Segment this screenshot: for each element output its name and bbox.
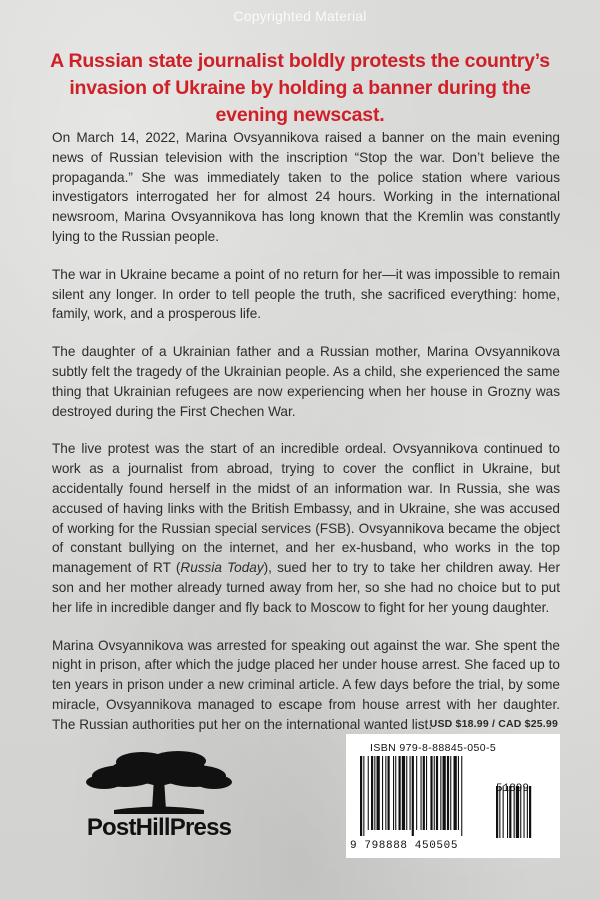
paragraph-5: Marina Ovsyannikova was arrested for speaking out against the war. She spent the night in prison, after which the judge placed her under house arrest. She faced up to ten years in prison under a new criminal article. A few days before the trial, by some miracle, Ovsyannikova managed to escape from house arrest with her daughter. The Russian authorities put her on the international wanted list. (52, 637, 560, 732)
barcode-bar-26 (450, 756, 451, 830)
paragraph-4: The live protest was the start of an incredible ordeal. Ovsyannikova continued to work as a journalist from abroad, trying to cover the conflict in Ukraine, but accidentally found herself in the midst of an information war. In Russia, she was accused of having links with the British Embassy, and in Ukraine, she was accused of working for the Russian special services (FSB). Ovsyannikova became the object of constant bullying on the internet, and her ex-husband, who works in the top management of RT (Russia Today), sued her to try to take her children away. Her son and her mother already turned away from her, so she had no choice but to put her life in incredible danger and fly back to Moscow to fight for her young daughter. (52, 441, 560, 615)
paragraph-2: The war in Ukraine became a point of no return for her—it was impossible to remain silent any longer. In order to tell people the truth, she sacrificed everything: home, family, work, and a prosperous life. (52, 266, 560, 322)
barcode-bar-16 (416, 756, 417, 830)
barcode-bar-5 (377, 756, 380, 830)
barcode-bar-29 (461, 756, 462, 836)
barcode-bar-14 (410, 756, 411, 830)
barcode-bar-19 (426, 756, 427, 830)
price-label: USD $18.99 / CAD $25.99 (429, 718, 558, 730)
barcode-bar-2 (368, 756, 369, 830)
barcode-bar-6 (382, 756, 383, 830)
barcode-bar-9 (393, 756, 394, 830)
barcode-digits: 9 798888 450505 (350, 840, 459, 852)
barcode-bar-18 (423, 756, 425, 830)
paragraph-1: On March 14, 2022, Marina Ovsyannikova raised a banner on the main evening news of Russian television with the inscription “Stop the war. Don’t believe the propaganda.” She was immediately taken to the police station where various investigators interrogated her for almost 24 hours. Working in the international newsroom, Marina Ovsyannikova has long known that the Kremlin was constantly lying to the Russian people. (52, 130, 560, 244)
barcode-bar-20 (430, 756, 432, 830)
barcode-bar-28 (458, 756, 459, 830)
publisher-logo (54, 748, 264, 858)
barcode-bar-3 (371, 756, 373, 830)
headline: A Russian state journalist boldly protests the country’s invasion of Ukraine by holding a banner during the evening newscast. (50, 50, 550, 126)
publisher-name: PostHillPress (86, 814, 232, 841)
barcode-bar-24 (443, 756, 446, 830)
barcode-addon-bar-40 (529, 786, 531, 838)
barcode-bar-22 (436, 756, 438, 830)
barcode-bar-10 (395, 756, 396, 830)
barcode-bar-0 (360, 756, 362, 836)
barcode-bar-13 (406, 756, 407, 830)
barcode-bar-25 (447, 756, 449, 830)
barcode-bar-7 (385, 756, 386, 830)
ean-barcode (360, 756, 550, 840)
barcode-bar-12 (402, 756, 405, 830)
paragraph-3: The daughter of a Ukrainian father and a Russian mother, Marina Ovsyannikova subtly felt the tragedy of the Ukrainian people. As a child, she experienced the same thing that Ukrainian refugees are now experiencing when her house in Grozny was destroyed during the First Chechen War. (52, 344, 560, 419)
barcode-bar-23 (440, 756, 441, 830)
isbn-label: ISBN 979-8-88845-050-5 (370, 742, 497, 754)
italic-title: Russia Today (180, 560, 264, 576)
copyright-watermark: Copyrighted Material (233, 8, 367, 24)
tree-icon (54, 748, 264, 818)
barcode-bar-1 (363, 756, 364, 836)
barcode-bar-8 (388, 756, 390, 830)
barcode-bar-11 (399, 756, 401, 830)
description-body (52, 128, 560, 753)
barcode-bar-15 (412, 756, 414, 836)
barcode-bar-21 (434, 756, 435, 830)
price-code: 51899 (496, 783, 530, 795)
barcode-bar-27 (454, 756, 457, 830)
barcode-bar-4 (374, 756, 375, 830)
barcode-bar-17 (421, 756, 422, 830)
barcode-box (346, 734, 560, 858)
